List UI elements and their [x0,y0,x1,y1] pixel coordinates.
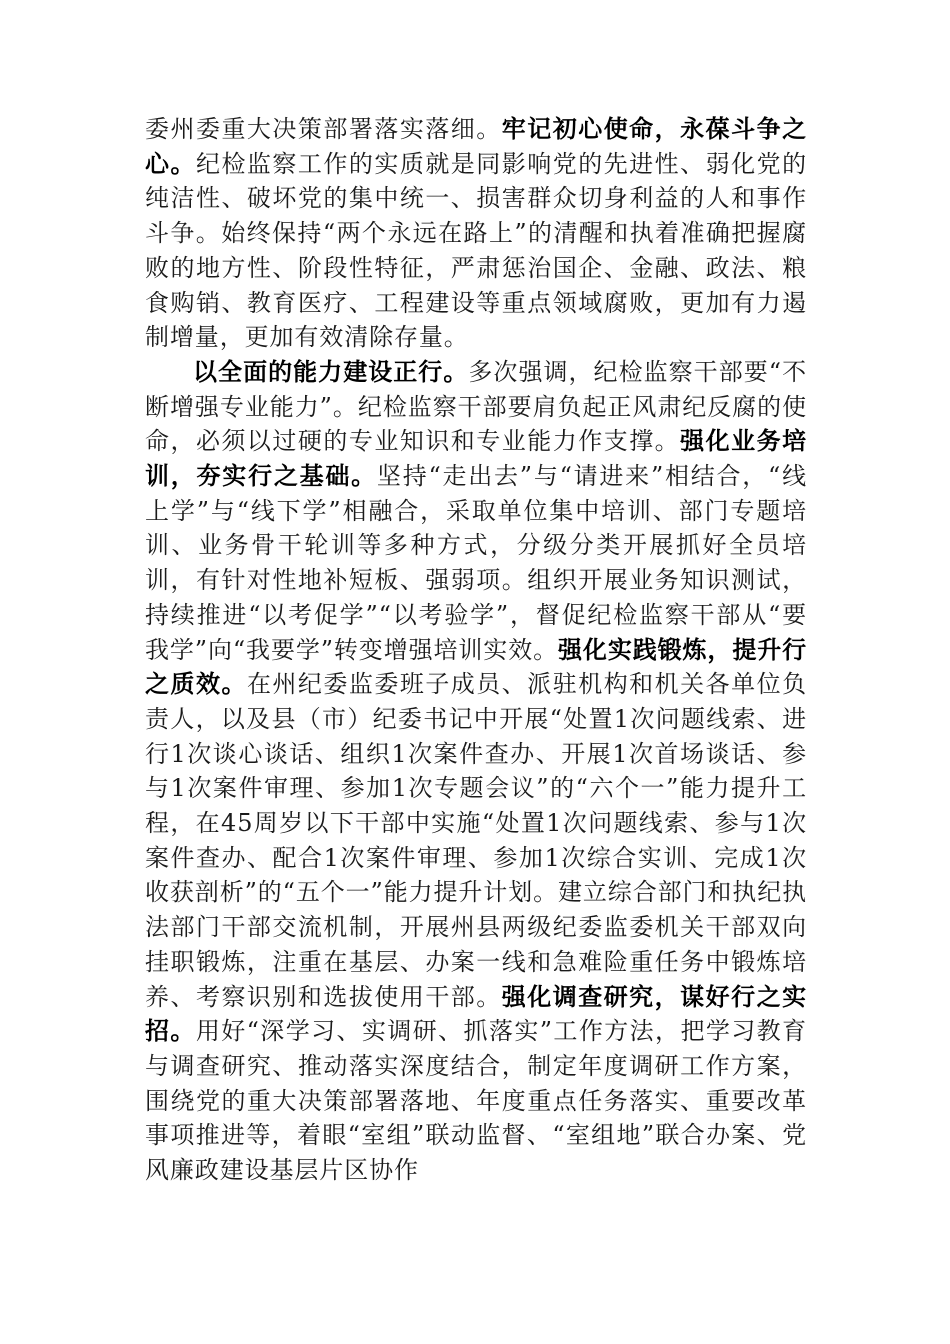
paragraph-2-heading-training: 强化业务培训，夯实行之基础。 [145,426,808,491]
paragraph-2-text-1: 多次强调，纪检监察干部要“不断增强专业能力”。纪检监察干部要肩负起正风肃纪反腐的使命，必须以过硬的专业知识和专业能力作支撑。 [145,357,807,456]
paragraph-2-heading-research: 强化调查研究，谋好行之实招。 [145,981,807,1046]
paragraph-2-heading-main: 以全面的能力建设正行。 [193,356,469,386]
paragraph-2 [145,355,807,1188]
paragraph-2-heading-practice: 强化实践锻炼，提升行之质效。 [145,634,808,699]
paragraph-1-text-1: 委州委重大决策部署落实落细。 [145,115,502,143]
paragraph-2-text-4: 用好“深学习、实调研、抓落实”工作方法，把学习教育与调查研究、推动落实深度结合，制定年度调研工作方案，围绕党的重大决策部署落地、年度重点任务落实、重要改革事项推进等，着眼“室组”联动监督、“室组地”联合办案、党风廉政建设基层片区协作 [145,1017,807,1185]
paragraph-2-text-3: 在州纪委监委班子成员、派驻机构和机关各单位负责人，以及县（市）纪委书记中开展“处置1次问题线索、进行1次谈心谈话、组织1次案件查办、开展1次首场谈话、参与1次案件审理、参加1次专题会议”的“六个一”能力提升工程，在45周岁以下干部中实施“处置1次问题线索、参与1次案件查办、配合1次案件审理、参加1次综合实训、完成1次收获剖析”的“五个一”能力提升计划。建立综合部门和执纪执法部门干部交流机制，开展州县两级纪委监委机关干部双向挂职锻炼，注重在基层、办案一线和急难险重任务中锻炼培养、考察识别和选拔使用干部。 [145,670,808,1011]
paragraph-1 [145,112,807,355]
document-body [145,112,807,1188]
paragraph-2-text-2: 坚持“走出去”与“请进来”相结合，“线上学”与“线下学”相融合，采取单位集中培训、部门专题培训、业务骨干轮训等多种方式，分级分类开展抓好全员培训，有针对性地补短板、强弱项。组织开展业务知识测试，持续推进“以考促学”“以考验学”，督促纪检监察干部从“要我学”向“我要学”转变增强培训实效。 [145,462,807,664]
paragraph-1-heading-1: 牢记初心使命，永葆斗争之心。 [145,114,807,178]
paragraph-1-text-2: 纪检监察工作的实质就是同影响党的先进性、弱化党的纯洁性、破坏党的集中统一、损害群众切身利益的人和事作斗争。始终保持“两个永远在路上”的清醒和执着准确把握腐败的地方性、阶段性特征，严肃惩治国企、金融、政法、粮食购销、教育医疗、工程建设等重点领域腐败，更加有力遏制增量，更加有效清除存量。 [145,149,807,352]
